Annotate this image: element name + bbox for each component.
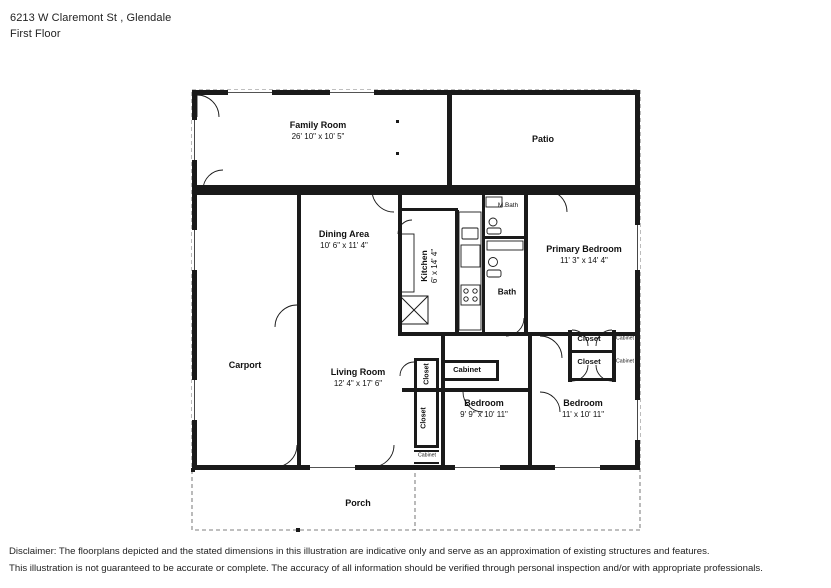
- room-dimensions: 12' 4" x 17' 6": [333, 378, 383, 388]
- closet-label: Closet: [423, 363, 431, 385]
- closet-label: Closet: [420, 407, 428, 429]
- room-dimensions: 26' 10" x 10' 5": [291, 131, 345, 141]
- room-name: Porch: [345, 498, 371, 509]
- room-dimensions: 11' x 10' 11": [561, 409, 605, 419]
- cabinet-label: Cabinet: [616, 335, 634, 342]
- disclaimer-line-1: Disclaimer: The floorplans depicted and the stated dimensions in this illustration are indicative only and serve as an approximation of existing structures and features.: [9, 546, 710, 557]
- room-name: Bedroom: [464, 397, 504, 408]
- room-name: Bath: [497, 286, 517, 297]
- closet-label: Closet: [577, 334, 601, 344]
- closet-label: Closet: [577, 357, 601, 367]
- kitchen-fixtures: [401, 212, 481, 330]
- room-name: Kitchen: [419, 250, 430, 282]
- room-name: M.Bath: [497, 201, 519, 209]
- utility-fixtures: [400, 296, 428, 324]
- room-name: Family Room: [289, 119, 347, 130]
- plan-dots: [191, 120, 399, 532]
- room-name: Living Room: [330, 366, 386, 377]
- room-dimensions: 6' x 14' 4": [430, 248, 440, 284]
- cabinet-label: Cabinet: [418, 452, 436, 459]
- room-name: Primary Bedroom: [546, 243, 622, 254]
- cabinet-label: Cabinet: [616, 358, 634, 365]
- room-dimensions: 9' 9" x 10' 11": [460, 409, 508, 419]
- room-dimensions: 11' 3" x 14' 4": [560, 255, 608, 265]
- door-swings: [197, 95, 612, 467]
- cabinet-label: Cabinet: [453, 365, 481, 375]
- room-name: Dining Area: [318, 228, 370, 239]
- disclaimer: [9, 544, 821, 578]
- disclaimer-line-2: This illustration is not guaranteed to be accurate or complete. The accuracy of all information should be verified through personal inspection and/or with appropriate professionals.: [9, 562, 763, 574]
- room-name: Bedroom: [563, 397, 603, 408]
- room-name: Patio: [531, 134, 555, 145]
- property-address: 6213 W Claremont St , Glendale: [10, 12, 172, 24]
- interior-walls: [297, 195, 640, 470]
- floor-label: First Floor: [10, 27, 61, 40]
- room-dimensions: 10' 6" x 11' 4": [320, 240, 368, 250]
- room-name: Carport: [228, 360, 262, 371]
